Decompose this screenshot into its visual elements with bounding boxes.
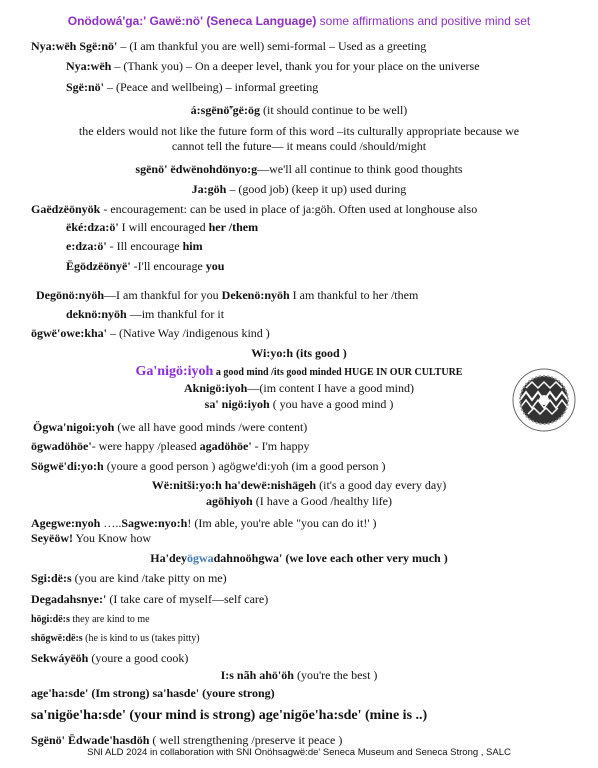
phrase-line: agöhiyoh (I have a Good /healthy life) xyxy=(206,494,392,508)
phrase-line: deknö:nyöh —im thankful for it xyxy=(66,307,225,321)
seneca-seal-emblem xyxy=(512,368,576,432)
phrase-line: Sgë:nö' – (Peace and wellbeing) – informal greeting xyxy=(66,80,319,94)
phrase-line: e:dza:ö' - Ill encourage him xyxy=(66,239,203,253)
phrase-line: Degönö:nyöh—I am thankful for you Dekenö:nyöh I am thankful to her /them xyxy=(36,288,419,302)
phrase-line: ögwadöhöe'- were happy /pleased agadöhöe' - I'm happy xyxy=(31,439,310,453)
phrase-line: Nya:wëh Sgë:nö' – (I am thankful you are well) semi-formal – Used as a greeting xyxy=(31,39,427,53)
phrase-line: ëké:dza:ö' I will encouraged her /them xyxy=(66,220,259,234)
highlight-phrase: Ga'nigö:iyoh a good mind /its good minded HUGE IN OUR CULTURE xyxy=(135,364,463,379)
phrase-line: Ha'deyögwadahnoöhgwa' (we love each other very much ) xyxy=(150,551,448,565)
phrase-line: Ja:göh – (good job) (keep it up) used during xyxy=(191,182,407,196)
phrase-line: sa'nigöe'ha:sde' (your mind is strong) age'nigöe'ha:sde' (mine is ..) xyxy=(31,708,428,723)
phrase-line: shögwë:dë:s (he is kind to us (takes pitty) xyxy=(31,633,200,644)
phrase-line: Sekwáyëöh (youre a good cook) xyxy=(31,651,189,665)
phrase-line: á:sgënö̃'gë:ög (it should continue to be well) xyxy=(190,103,408,117)
page-title: Onödowá'ga:' Gawë:nö' (Seneca Language) some affirmations and positive mind set xyxy=(67,14,531,28)
phrase-line: I:s nãh ahö'öh (you're the best ) xyxy=(220,668,378,682)
phrase-line: ögwë'owe:kha' – (Native Way /indigenous kind ) xyxy=(31,326,270,340)
phrase-line: Ëgödzëönyë' -I'll encourage you xyxy=(66,259,225,273)
phrase-line: Sgënö' Ëdwade'hasdöh ( well strengthening /preserve it peace ) xyxy=(31,733,343,747)
note-line: cannot tell the future— it means could /should/might xyxy=(171,139,427,153)
phrase-line: sgënö' ëdwënohdönyo:g—we'll all continue to think good thoughts xyxy=(135,162,463,176)
phrase-line: sa' nigö:iyoh ( you have a good mind ) xyxy=(204,397,394,411)
phrase-line: Degadahsnye:' (I take care of myself—self care) xyxy=(31,592,269,606)
phrase-line: Ögwa'nigoi:yoh (we all have good minds /were content) xyxy=(33,420,308,434)
phrase-line: Wi:yo:h (its good ) xyxy=(251,346,347,360)
phrase-line: Agegwe:nyoh …..Sagwe:nyo:h! (Im able, you're able "you can do it!' ) xyxy=(31,516,377,530)
phrase-line: Sögwë'di:yo:h (youre a good person ) agögwe'di:yoh (im a good person ) xyxy=(31,459,386,473)
phrase-line: Nya:wëh – (Thank you) – On a deeper level, thank you for your place on the universe xyxy=(66,59,480,73)
note-line: the elders would not like the future form of this word –its culturally appropriate because we xyxy=(78,124,520,138)
phrase-line: Aknigö:iyoh—(im content I have a good mind) xyxy=(184,381,414,395)
phrase-line: Wë:nitši:yo:h ha'dewë:nishägeh (it's a good day every day) xyxy=(151,478,447,492)
footer-credit: SNI ALD 2024 in collaboration with SNI Onöhsagwë:de' Seneca Museum and Seneca Strong , SALC xyxy=(87,747,511,758)
phrase-line: högi:dë:s they are kind to me xyxy=(31,614,150,625)
phrase-line: Seyëöw! You Know how xyxy=(31,531,152,545)
phrase-line: Sgi:dë:s (you are kind /take pitty on me) xyxy=(31,571,227,585)
phrase-line: age'ha:sde' (Im strong) sa'hasde' (youre strong) xyxy=(31,686,275,700)
phrase-line: Gaëdzëönyök - encouragement: can be used in place of ja:göh. Often used at longhouse also xyxy=(31,202,478,216)
